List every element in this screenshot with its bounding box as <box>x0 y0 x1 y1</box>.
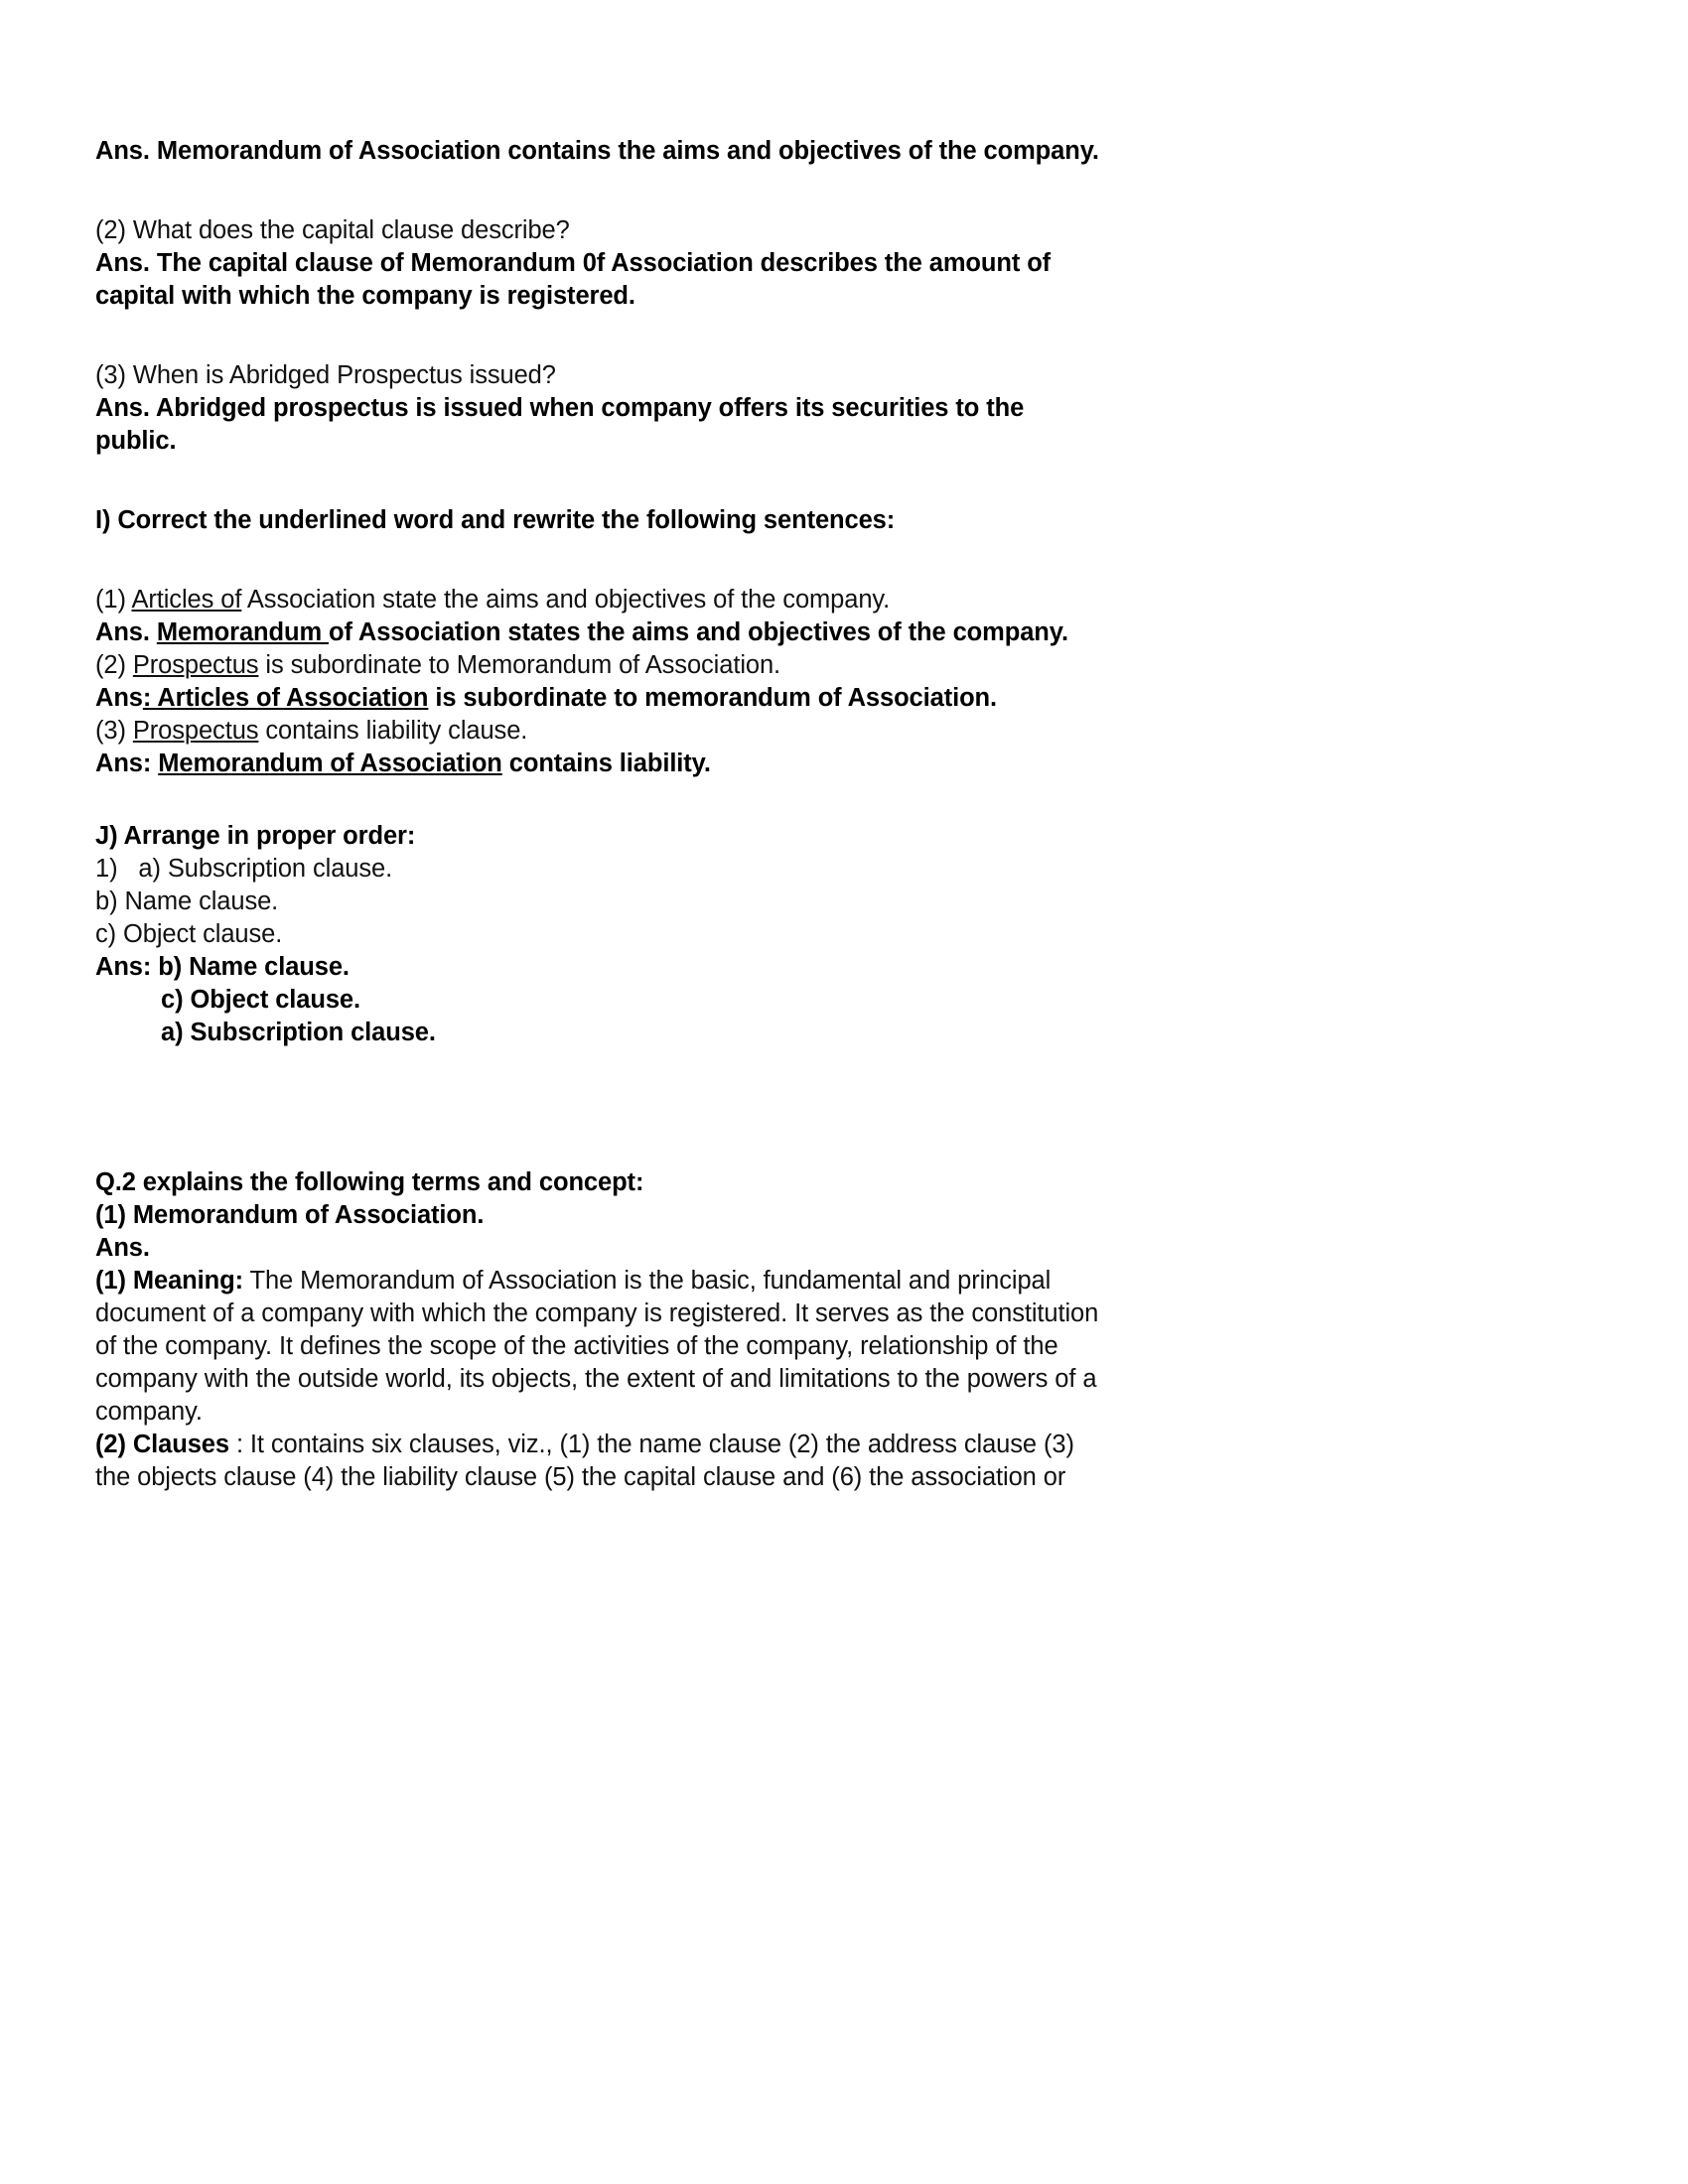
item-i-3-question <box>95 715 1108 748</box>
item-prefix: (3) <box>95 717 133 745</box>
item-i-1-question <box>95 584 1108 616</box>
question-capital-clause: (2) What does the capital clause describe? <box>95 216 570 244</box>
q2-term-memorandum: (1) Memorandum of Association. <box>95 1201 485 1229</box>
answer-abridged-prospectus: Ans. Abridged prospectus is issued when company offers its securities to the public. <box>95 394 1032 455</box>
q2-meaning-paragraph <box>95 1265 1108 1429</box>
section-i-heading: I) Correct the underlined word and rewrite the following sentences: <box>95 506 896 534</box>
item-i-2-question <box>95 649 1108 682</box>
answer-prefix: Ans: <box>95 750 159 777</box>
spacer-large <box>95 1049 1108 1166</box>
underlined-word: Prospectus <box>132 651 259 679</box>
q2-clauses-paragraph <box>95 1429 1108 1494</box>
underlined-word: Articles of <box>131 586 242 614</box>
answer-suffix: contains liability. <box>501 750 711 777</box>
underlined-word: : Articles of Association <box>142 684 429 712</box>
answer-capital-clause: Ans. The capital clause of Memorandum 0f Association describes the amount of capital with which the company is registered. <box>95 249 1058 310</box>
spacer <box>95 313 1108 359</box>
document-body <box>95 135 1108 1494</box>
item-prefix: (1) <box>95 586 132 614</box>
list-item-subscription-clause: 1) a) Subscription clause. <box>95 855 393 883</box>
clauses-body: : It contains six clauses, viz., (1) the name clause (2) the address clause (3) the objects clause (4) the liability clause (5) the capital clause and (6) the association or <box>95 1431 1074 1491</box>
spacer <box>95 458 1108 504</box>
spacer <box>95 780 1108 820</box>
answer-suffix: is subordinate to memorandum of Association. <box>428 684 998 712</box>
meaning-body: The Memorandum of Association is the basic, fundamental and principal document of a company with which the company is registered. It serves as the constitution of the company. It defines the scope of the activities of the company, relationship of the company with the outside world, its objects, the extent of and limitations to the powers of a company. <box>95 1267 1099 1426</box>
item-suffix: contains liability clause. <box>258 717 528 745</box>
answer-suffix: of Association states the aims and objectives of the company. <box>329 618 1068 646</box>
underlined-word: Prospectus <box>132 717 259 745</box>
answer-j-line-1: Ans: b) Name clause. <box>95 953 350 981</box>
answer-j-line-3: a) Subscription clause. <box>161 1019 436 1046</box>
spacer <box>95 168 1108 214</box>
spacer <box>95 537 1108 584</box>
answer-memorandum-aims: Ans. Memorandum of Association contains the aims and objectives of the company. <box>95 137 1099 165</box>
list-item-name-clause: b) Name clause. <box>95 887 279 915</box>
clauses-label: (2) Clauses <box>95 1431 229 1458</box>
answer-prefix: Ans. <box>95 618 157 646</box>
item-i-3-answer <box>95 748 1108 780</box>
item-suffix: is subordinate to Memorandum of Association. <box>258 651 781 679</box>
item-prefix: (2) <box>95 651 133 679</box>
item-i-2-answer <box>95 682 1108 715</box>
list-item-object-clause: c) Object clause. <box>95 920 283 948</box>
item-i-1-answer <box>95 616 1108 649</box>
underlined-word: Memorandum of Association <box>158 750 502 777</box>
section-j-heading: J) Arrange in proper order: <box>95 822 416 850</box>
q2-heading: Q.2 explains the following terms and concept: <box>95 1168 644 1196</box>
meaning-label: (1) Meaning: <box>95 1267 243 1295</box>
item-suffix: Association state the aims and objectives of the company. <box>241 586 891 614</box>
question-abridged-prospectus: (3) When is Abridged Prospectus issued? <box>95 361 556 389</box>
underlined-word: Memorandum <box>156 618 330 646</box>
q2-answer-label: Ans. <box>95 1234 150 1262</box>
answer-prefix: Ans <box>95 684 143 712</box>
answer-j-line-2: c) Object clause. <box>161 986 360 1014</box>
